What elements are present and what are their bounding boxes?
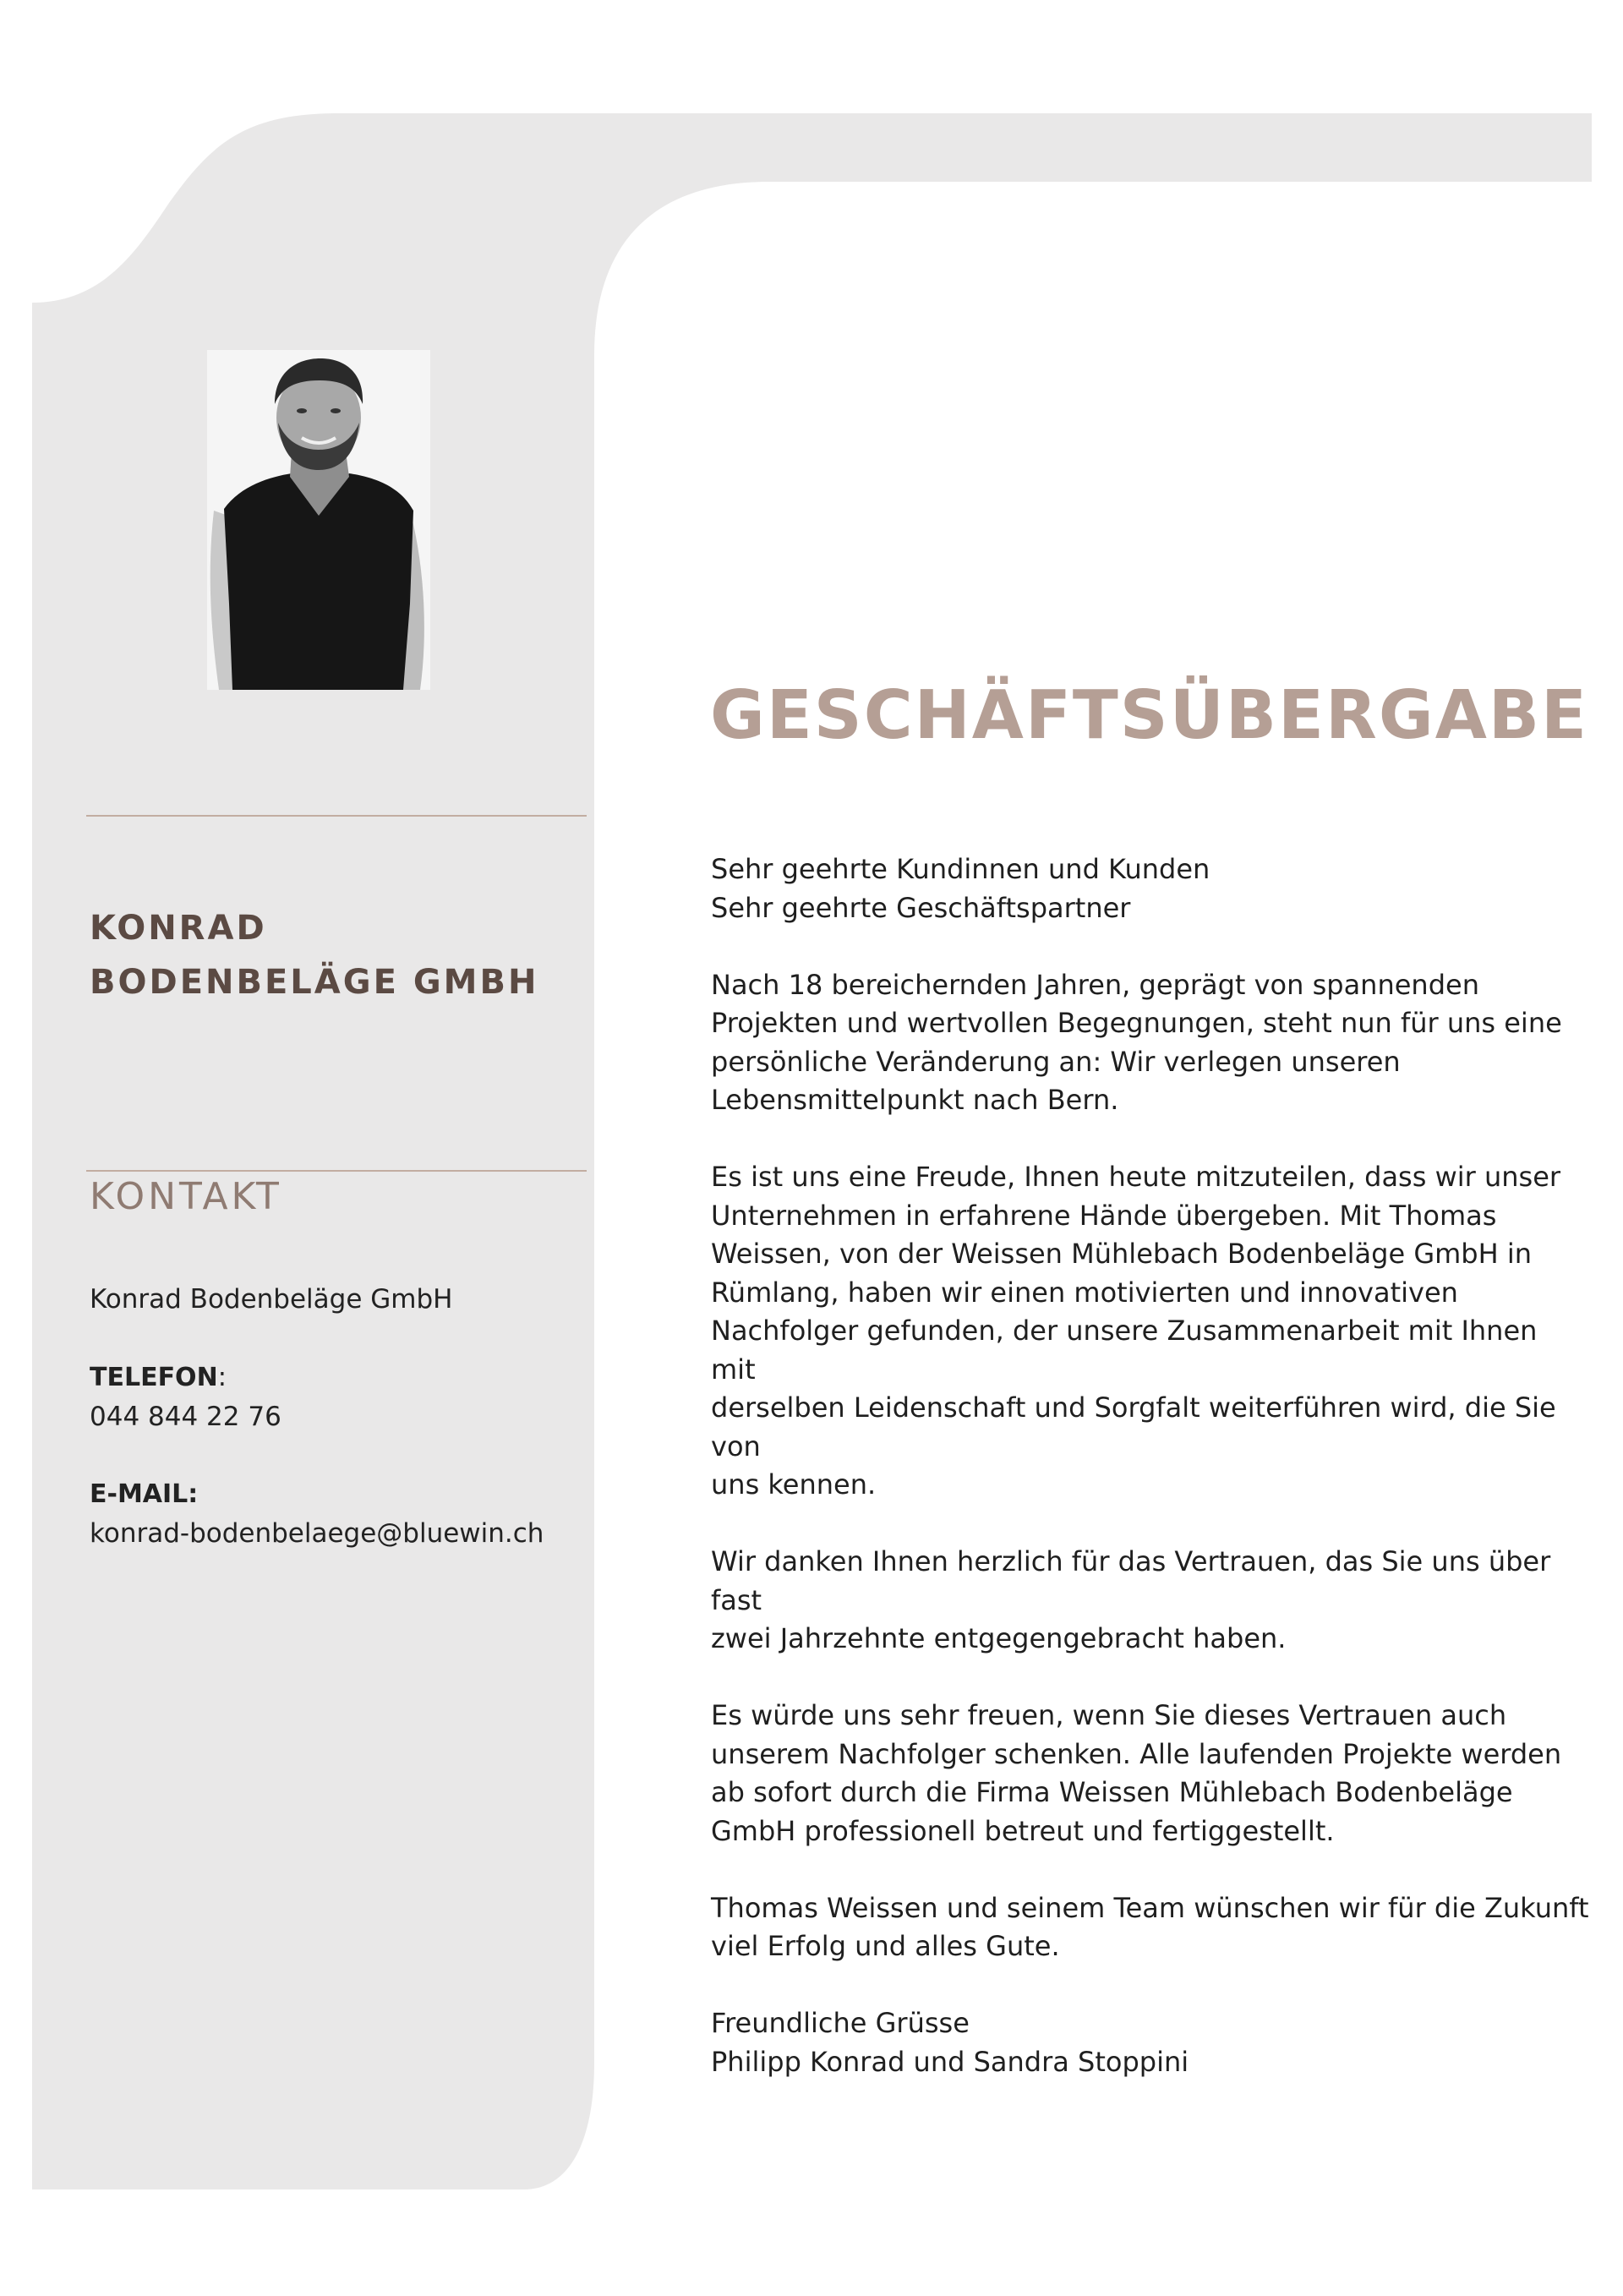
letter-line: Nach 18 bereichernden Jahren, geprägt von spannenden bbox=[711, 968, 1479, 1001]
letter-line: Thomas Weissen und seinem Team wünschen wir für die Zukunft bbox=[711, 1891, 1589, 1924]
letter-paragraph bbox=[711, 1543, 1590, 1659]
contact-company: Konrad Bodenbeläge GmbH bbox=[90, 1284, 453, 1315]
phone-label: TELEFON bbox=[90, 1363, 218, 1392]
letter-line: Es ist uns eine Freude, Ihnen heute mitzuteilen, dass wir unser bbox=[711, 1161, 1561, 1193]
company-name-heading: KONRAD BODENBELÄGE GMBH bbox=[90, 909, 539, 1002]
letter-paragraph bbox=[711, 2004, 1590, 2081]
letter-line: zwei Jahrzehnte entgegengebracht haben. bbox=[711, 1622, 1287, 1654]
letter-line: Unternehmen in erfahrene Hände übergeben. Mit Thomas bbox=[711, 1199, 1497, 1232]
letter-line: derselben Leidenschaft und Sorgfalt weiterführen wird, die Sie von bbox=[711, 1391, 1556, 1462]
letter-line: Lebensmittelpunkt nach Bern. bbox=[711, 1084, 1119, 1116]
letter-line: Nachfolger gefunden, der unsere Zusammenarbeit mit Ihnen mit bbox=[711, 1315, 1538, 1386]
letter-line: uns kennen. bbox=[711, 1468, 877, 1501]
letter-line: Rümlang, haben wir einen motivierten und innovativen bbox=[711, 1276, 1458, 1309]
email-block bbox=[90, 1475, 614, 1553]
person-portrait-icon bbox=[207, 350, 430, 690]
sidebar-divider-contact bbox=[86, 1170, 587, 1172]
letter-line: unserem Nachfolger schenken. Alle laufenden Projekte werden bbox=[711, 1737, 1562, 1770]
letter-line: Freundliche Grüsse bbox=[711, 2007, 970, 2039]
letter-paragraph bbox=[711, 1158, 1590, 1505]
letter-title: GESCHÄFTSÜBERGABE bbox=[710, 676, 1589, 754]
portrait-photo bbox=[207, 350, 430, 690]
letter-line: persönliche Veränderung an: Wir verlegen unseren bbox=[711, 1045, 1401, 1078]
letter-line: Weissen, von der Weissen Mühlebach Bodenbeläge GmbH in bbox=[711, 1238, 1533, 1270]
sidebar-divider-top bbox=[86, 815, 587, 817]
letter-line: Philipp Konrad und Sandra Stoppini bbox=[711, 2045, 1189, 2078]
letter-line: Es würde uns sehr freuen, wenn Sie dieses Vertrauen auch bbox=[711, 1699, 1507, 1731]
letter-line: Projekten und wertvollen Begegnungen, steht nun für uns eine bbox=[711, 1007, 1562, 1039]
letter-body bbox=[711, 850, 1590, 2120]
letter-line: ab sofort durch die Firma Weissen Mühlebach Bodenbeläge bbox=[711, 1776, 1513, 1808]
email-label: E-MAIL: bbox=[90, 1479, 199, 1509]
letter-paragraph bbox=[711, 966, 1590, 1120]
letter-line: Sehr geehrte Kundinnen und Kunden bbox=[711, 853, 1210, 885]
email-value: konrad-bodenbelaege@bluewin.ch bbox=[90, 1518, 544, 1549]
phone-value: 044 844 22 76 bbox=[90, 1402, 281, 1432]
letter-line: GmbH professionell betreut und fertiggestellt. bbox=[711, 1814, 1335, 1847]
letter-paragraph bbox=[711, 850, 1590, 927]
contact-details bbox=[90, 1280, 614, 1592]
letter-line: viel Erfolg und alles Gute. bbox=[711, 1930, 1060, 1962]
phone-label-colon: : bbox=[217, 1362, 227, 1392]
letter-line: Wir danken Ihnen herzlich für das Vertrauen, das Sie uns über fast bbox=[711, 1545, 1551, 1616]
phone-block bbox=[90, 1358, 614, 1436]
letter-paragraph bbox=[711, 1697, 1590, 1850]
letter-line: Sehr geehrte Geschäftspartner bbox=[711, 891, 1131, 924]
contact-section-title: KONTAKT bbox=[90, 1175, 282, 1218]
letter-paragraph bbox=[711, 1889, 1590, 1966]
